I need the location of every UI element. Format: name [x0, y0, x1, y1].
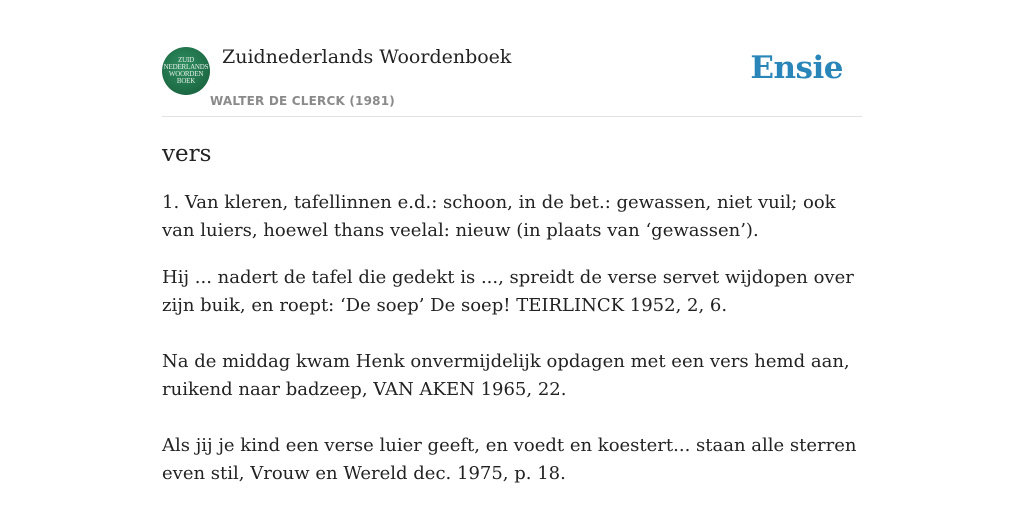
entry-example: Hij ... nadert de tafel die gedekt is ..., spreidt de verse servet wijdopen over zijn buik, en roept: ‘De soep’ De soep! TEIRLINCK 1952, 2, 6. — [162, 267, 854, 316]
book-logo[interactable] — [162, 47, 210, 95]
book-author: WALTER DE CLERCK (1981) — [210, 94, 395, 108]
book-title[interactable]: Zuidnederlands Woordenboek — [222, 46, 512, 68]
logo-line: NEDERLANDS — [163, 63, 209, 72]
entry-headword: vers — [162, 141, 212, 167]
ensie-logo-link[interactable]: Ensie — [750, 50, 843, 86]
header — [162, 40, 862, 117]
entry-example: Als jij je kind een verse luier geeft, en voedt en koestert... staan alle sterren even stil, Vrouw en Wereld dec. 1975, p. 18. — [162, 435, 857, 484]
logo-line: ZUID — [178, 56, 194, 65]
entry-content — [162, 138, 862, 488]
entry-definition: 1. Van kleren, tafellinnen e.d.: schoon, in de bet.: gewassen, niet vuil; ook van luiers, hoewel thans veelal: nieuw (in plaats van ‘gewassen’). — [162, 192, 836, 241]
logo-line: BOEK — [176, 76, 196, 85]
entry-example: Na de middag kwam Henk onvermijdelijk opdagen met een vers hemd aan, ruikend naar badzeep, VAN AKEN 1965, 22. — [162, 351, 850, 400]
logo-line: WOORDEN — [168, 70, 204, 78]
